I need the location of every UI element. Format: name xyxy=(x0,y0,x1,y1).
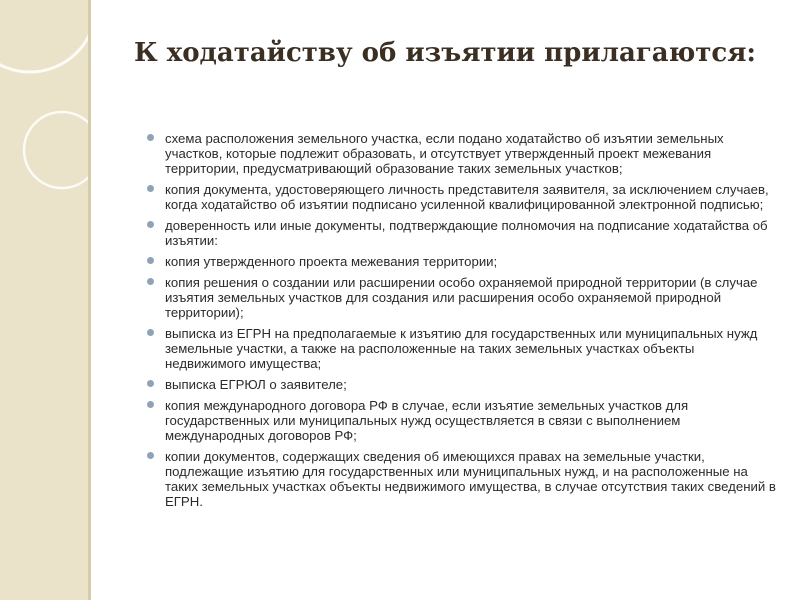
slide-title: К ходатайству об изъятии прилагаются: xyxy=(133,38,757,68)
bullet-icon xyxy=(147,278,154,285)
list-item xyxy=(147,326,777,371)
list-item-text: копия утвержденного проекта межевания территории; xyxy=(165,254,498,269)
list-item-text: выписка из ЕГРН на предполагаемые к изъятию для государственных или муниципальных нужд земельные участки, а также на расположенные на таких земельных участках объекты недвижимого имущества; xyxy=(165,326,758,371)
bullet-icon xyxy=(147,452,154,459)
bullet-icon xyxy=(147,401,154,408)
bullet-icon xyxy=(147,257,154,264)
list-item xyxy=(147,218,777,248)
list-item xyxy=(147,398,777,443)
list-item-text: выписка ЕГРЮЛ о заявителе; xyxy=(165,377,347,392)
decorative-side-panel xyxy=(0,0,91,600)
bullet-icon xyxy=(147,329,154,336)
bullet-icon xyxy=(147,185,154,192)
list-item xyxy=(147,377,777,392)
list-item xyxy=(147,254,777,269)
decorative-circles-graphic xyxy=(0,0,88,600)
list-item-text: копии документов, содержащих сведения об имеющихся правах на земельные участки, подлежащие изъятию для государственных или муниципальных нужд, и на расположенные на таких земельных участках объекты недвижимого имущества, в случае отсутствия таких сведений в ЕГРН. xyxy=(165,449,776,509)
requirements-list xyxy=(147,131,777,515)
list-item-text: копия документа, удостоверяющего личность представителя заявителя, за исключением случаев, когда ходатайство об изъятии подписано усиленной квалифицированной электронной подписью; xyxy=(165,182,769,212)
list-item xyxy=(147,275,777,320)
list-item xyxy=(147,449,777,509)
list-item-text: схема расположения земельного участка, если подано ходатайство об изъятии земельных участков, которые подлежит образовать, и отсутствует утвержденный проект межевания территории, предусматривающий образование таких земельных участков; xyxy=(165,131,724,176)
bullet-icon xyxy=(147,380,154,387)
list-item xyxy=(147,182,777,212)
bullet-icon xyxy=(147,134,154,141)
list-item-text: копия решения о создании или расширении особо охраняемой природной территории (в случае изъятия земельных участков для создания или расширения особо охраняемой природной территории); xyxy=(165,275,758,320)
list-item-text: копия международного договора РФ в случае, если изъятие земельных участков для государственных или муниципальных нужд осуществляется в связи с выполнением международных договоров РФ; xyxy=(165,398,689,443)
list-item-text: доверенность или иные документы, подтверждающие полномочия на подписание ходатайства об изъятии: xyxy=(165,218,768,248)
list-item xyxy=(147,131,777,176)
bullet-icon xyxy=(147,221,154,228)
